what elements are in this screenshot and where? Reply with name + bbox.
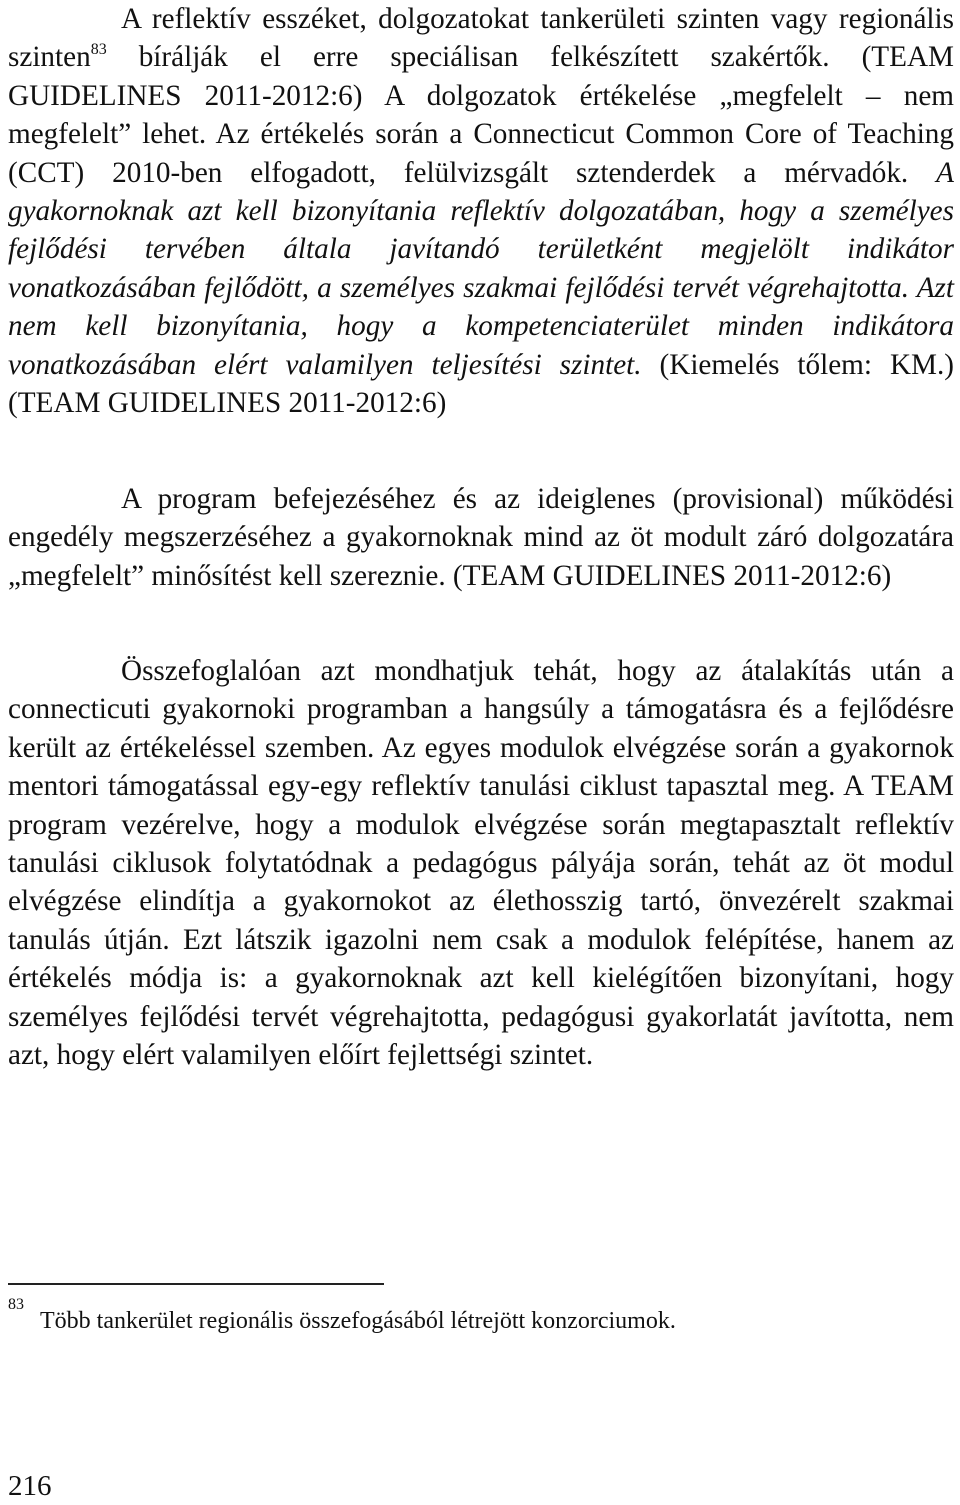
- paragraph-summary: Összefoglalóan azt mondhatjuk tehát, hogy az átalakítás után a connecticuti gyakornoki programban a hangsúly a támogatásra és a fejlődésre került az értékeléssel szemben. Az egyes modulok elvégzése során a gyakornok mentori támogatással egy-egy reflektív tanulási ciklust tapasztal meg. A TEAM program vezérelve, hogy a modulok elvégzése során megtapasztalt reflektív tanulási ciklusok folytatódnak a pedagógus pályája során, tehát az öt modul elvégzése elindítja a gyakornokot az élethosszig tartó, önvezérelt szakmai tanulás útján. Ezt látszik igazolni nem csak a modulok felépítése, hanem az értékelés módja is: a gyakornoknak azt kell kielégítően bizonyítani, hogy személyes fejlődési tervét végrehajtotta, pedagógusi gyakorlatát javította, nem azt, hogy elért valamilyen előírt fejlettségi szintet.: [8, 655, 954, 1072]
- footnote-separator: [8, 1283, 384, 1285]
- footnote-reference[interactable]: 83: [90, 41, 107, 59]
- footnote-number: 83: [8, 1296, 24, 1313]
- paragraph-program-completion: A program befejezéséhez és az ideiglenes (provisional) működési engedély megszerzéséhez a gyakornoknak mind az öt modult záró dolgozatára „megfelelt” minősítést kell szereznie. (TEAM GUIDELINES 2011-2012:6): [8, 483, 954, 592]
- paragraph-1-text-c: (Kiemelés tőlem: KM.) (TEAM GUIDELINES 2011-2012:6): [8, 348, 954, 420]
- page-number: 216: [8, 1470, 52, 1502]
- paragraph-1-italic-quote: A gyakornoknak azt kell bizonyítania reflektív dolgozatában, hogy a személyes fejlődési tervében általa javítandó területként megjelölt indikátor vonatkozásában fejlődött, a személyes szakmai fejlődési tervét végrehajtotta. Azt nem kell bizonyítania, hogy a kompetenciaterület minden indikátora vonatkozásában elért valamilyen teljesítési szintet.: [8, 156, 954, 381]
- paragraph-1-text-b: bírálják el erre speciálisan felkészített szakértők. (TEAM GUIDELINES 2011-2012:6) A dolgozatok értékelése „megfelelt – nem megfelelt” lehet. Az értékelés során a Connecticut Common Core of Teaching (CCT) 2010-ben elfogadott, felülvizsgált sztenderdek a mérvadók.: [8, 41, 954, 189]
- paragraph-reflective-essays: [8, 0, 954, 422]
- paragraph-1-text-a: A reflektív esszéket, dolgozatokat tankerületi szinten vagy regionális szinten: [8, 3, 954, 74]
- footnote-text: Több tankerület regionális összefogásából létrejött konzorciumok.: [40, 1308, 676, 1334]
